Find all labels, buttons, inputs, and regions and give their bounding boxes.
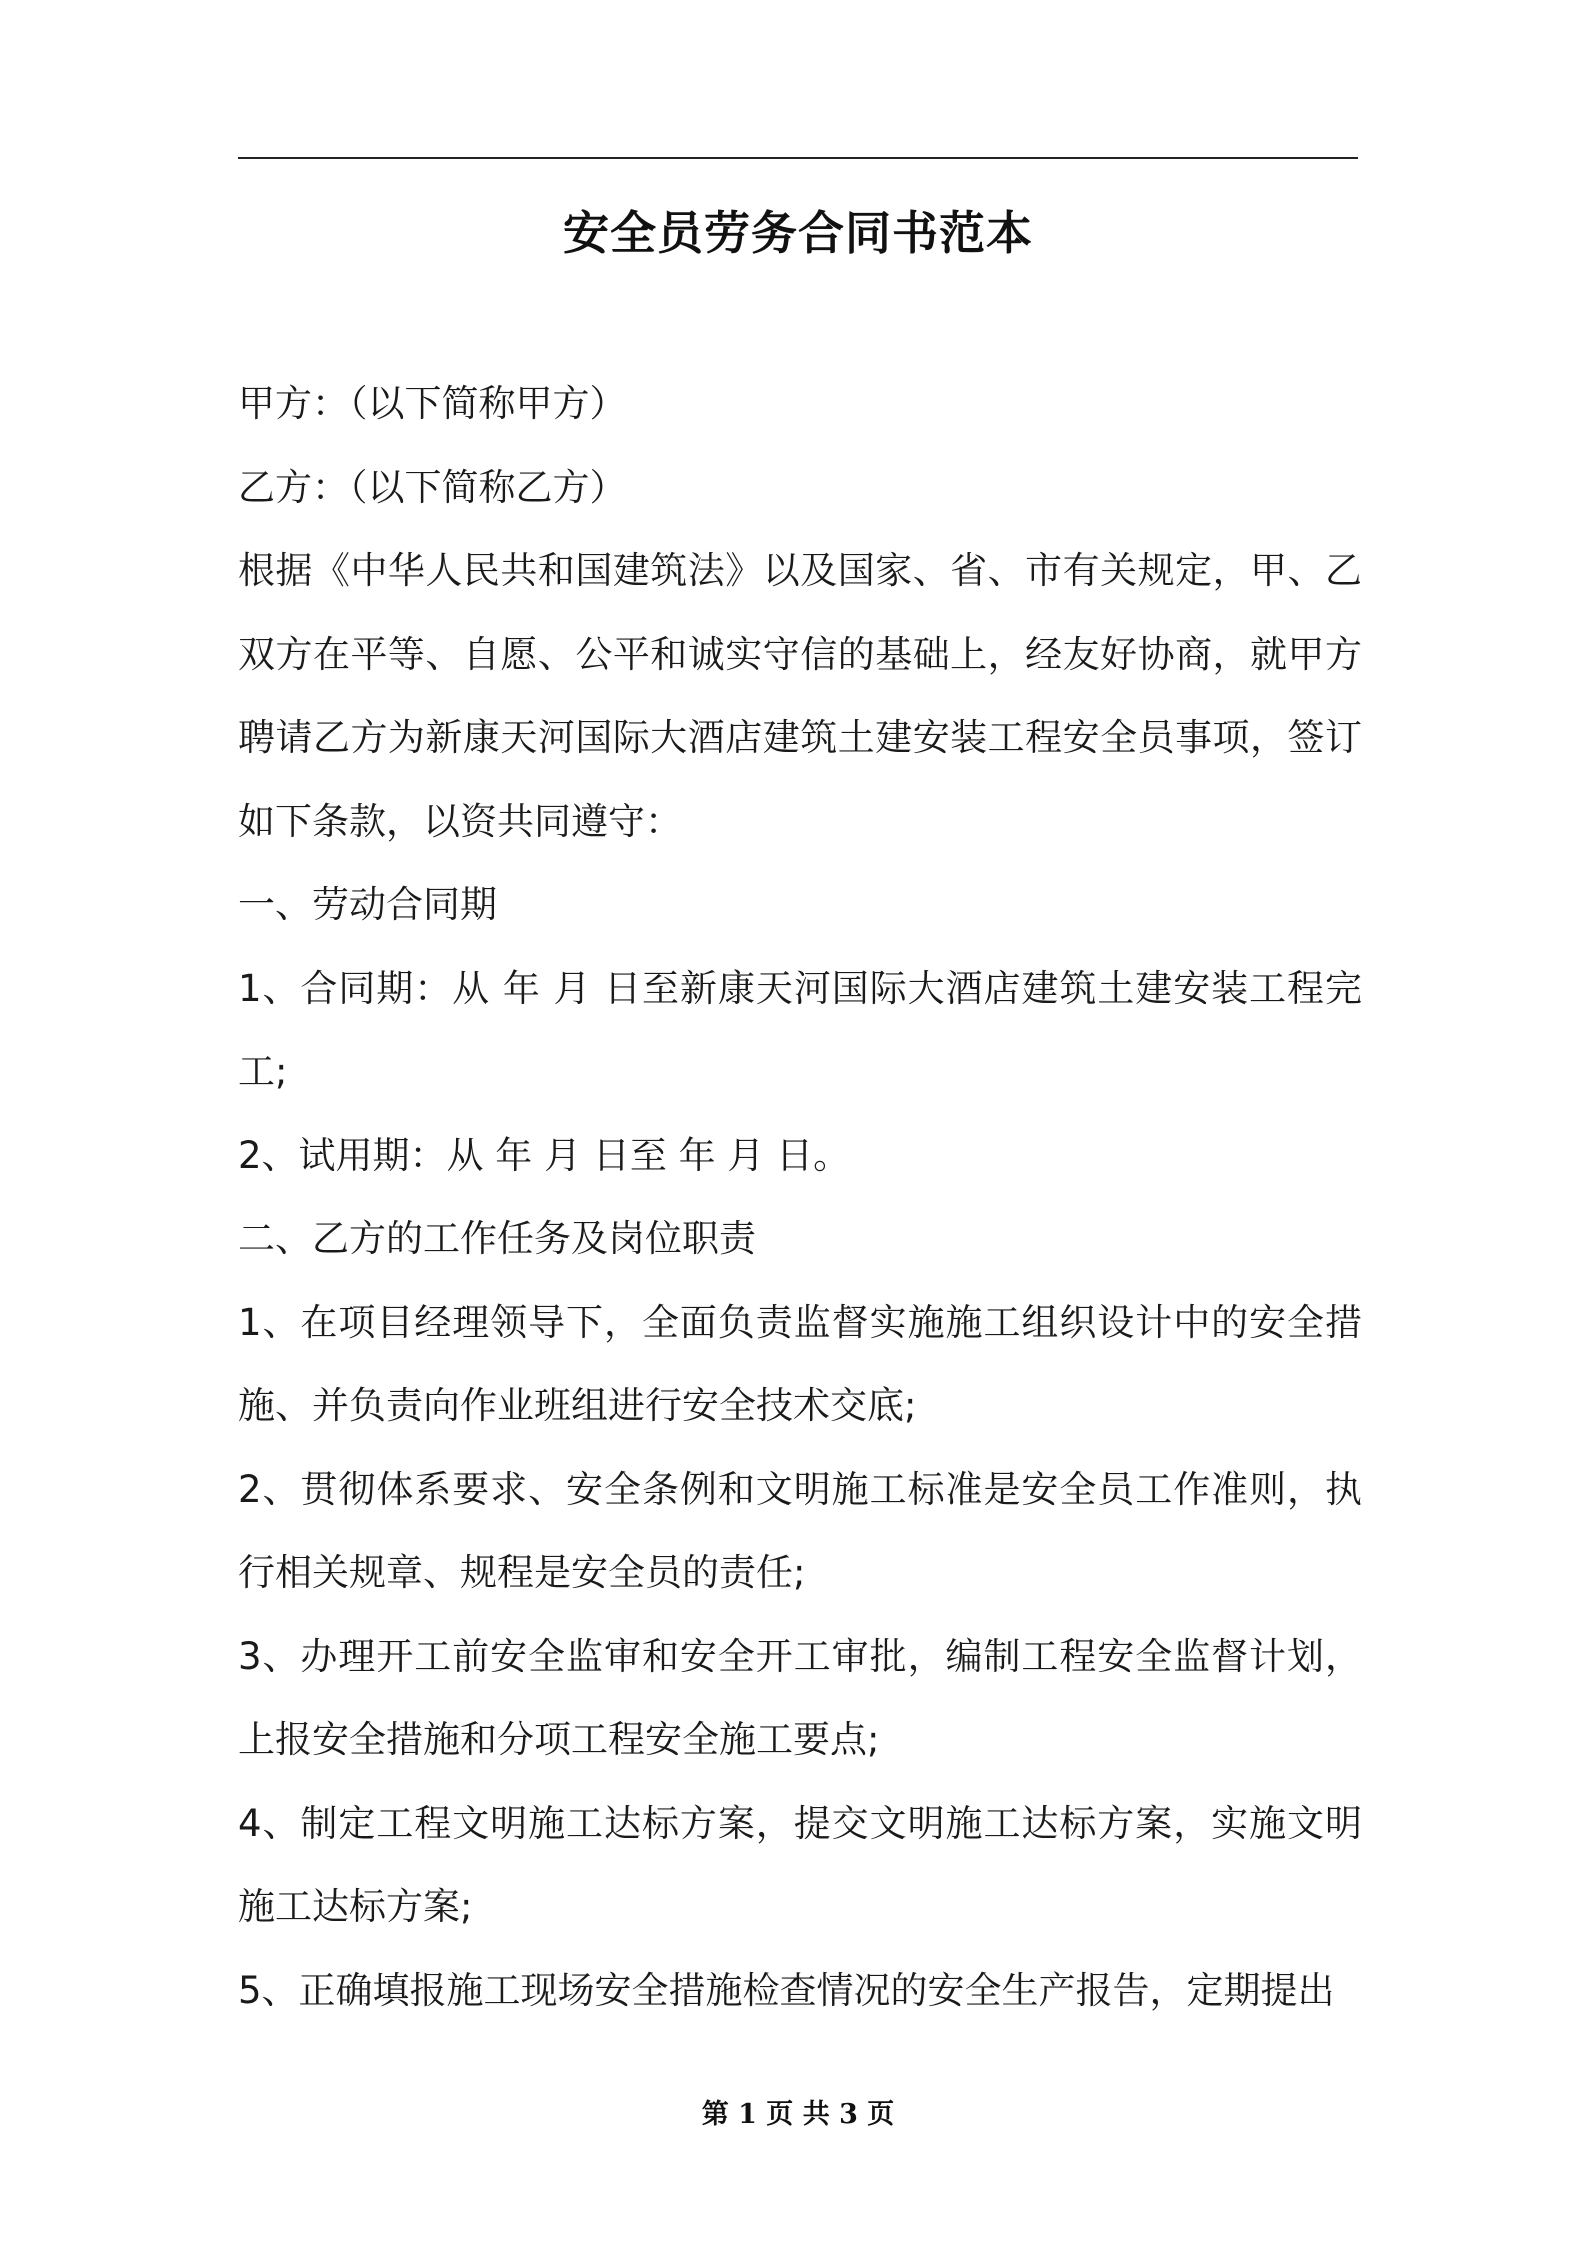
section-heading-duties: 二、乙方的工作任务及岗位职责 — [238, 1217, 756, 1260]
document-body — [238, 362, 1362, 2032]
section-heading-contract-period: 一、劳动合同期 — [238, 883, 497, 926]
header-rule — [238, 157, 1358, 159]
page-footer: 第 1 页 共 3 页 — [701, 2099, 895, 2130]
duty-item-5: 5、正确填报施工现场安全措施检查情况的安全生产报告，定期提出 — [238, 1968, 1335, 2012]
document-title: 安全员劳务合同书范本 — [563, 206, 1033, 260]
party-b-line: 乙方：（以下简称乙方） — [238, 465, 627, 509]
duty-item-3: 3、办理开工前安全监审和安全开工审批，编制工程安全监督计划，上报安全措施和分项工程安全施工要点; — [238, 1634, 1362, 1761]
clause-probation-period: 2、试用期：从 年 月 日至 年 月 日。 — [238, 1133, 851, 1177]
clause-contract-term: 1、合同期：从 年 月 日至新康天河国际大酒店建筑土建安装工程完工; — [238, 966, 1362, 1093]
duty-item-4: 4、制定工程文明施工达标方案，提交文明施工达标方案，实施文明施工达标方案; — [238, 1801, 1362, 1928]
preamble-paragraph: 根据《中华人民共和国建筑法》以及国家、省、市有关规定，甲、乙双方在平等、自愿、公平和诚实守信的基础上，经友好协商，就甲方聘请乙方为新康天河国际大酒店建筑土建安装工程安全员事项，签订如下条款，以资共同遵守： — [238, 549, 1362, 843]
duty-item-2: 2、贯彻体系要求、安全条例和文明施工标准是安全员工作准则，执行相关规章、规程是安全员的责任; — [238, 1467, 1362, 1594]
duty-item-1: 1、在项目经理领导下，全面负责监督实施施工组织设计中的安全措施、并负责向作业班组进行安全技术交底; — [238, 1300, 1362, 1427]
party-a-line: 甲方：（以下简称甲方） — [238, 382, 627, 425]
